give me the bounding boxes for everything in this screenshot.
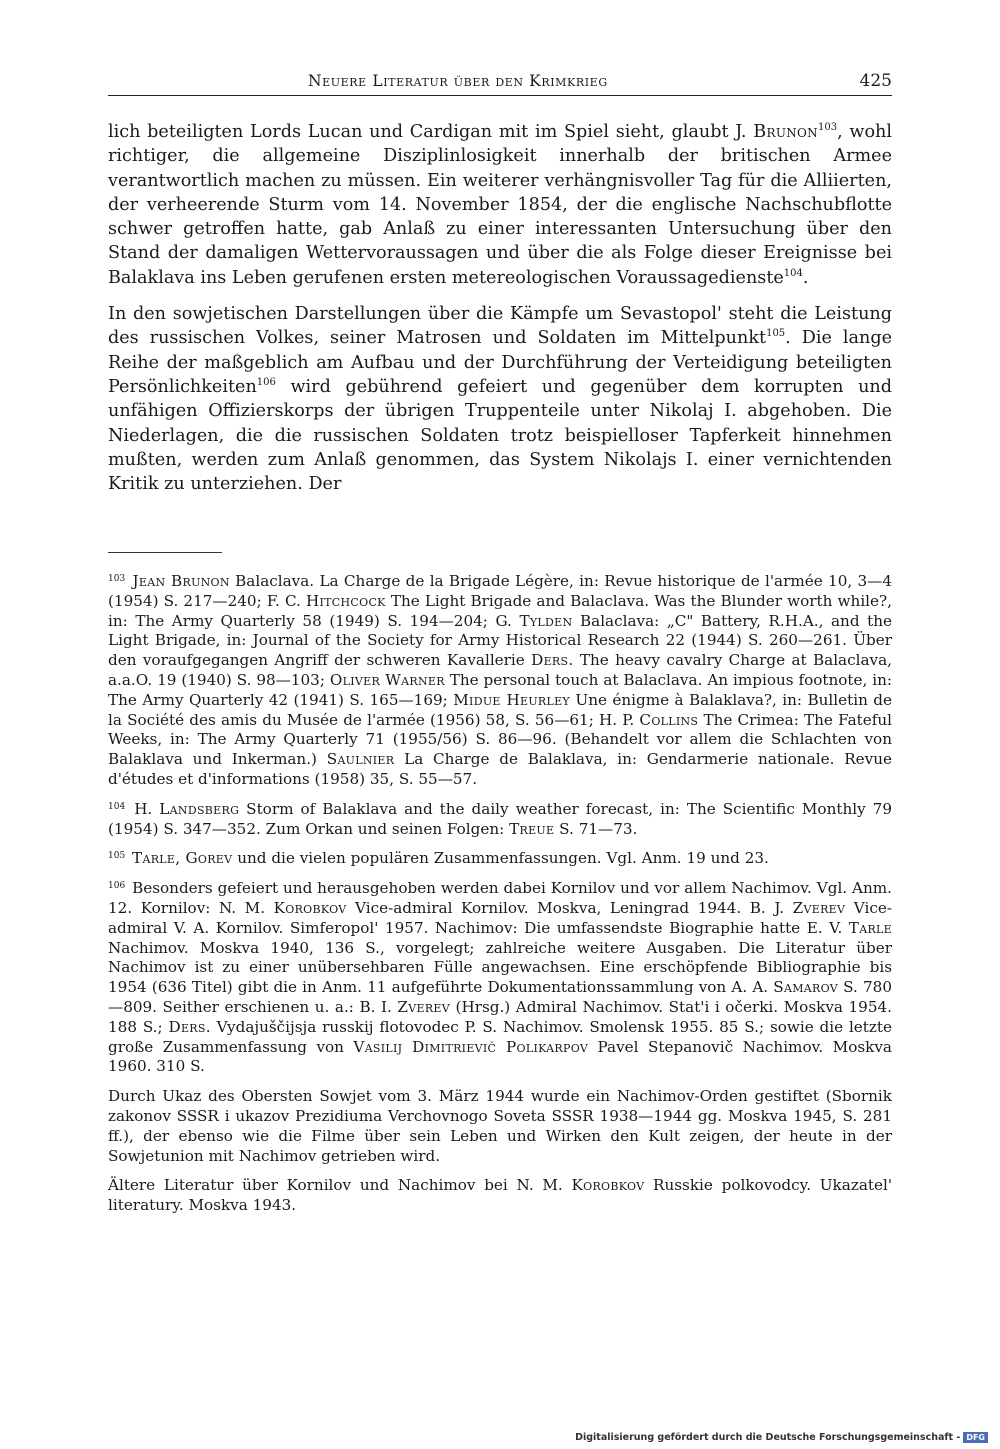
header-rule <box>108 95 892 96</box>
paragraph-1: lich beteiligten Lords Lucan und Cardigan mit im Spiel sieht, glaubt J. Brunon$^{103}$, wohl richtiger, die allgemeine Disziplinlosigkeit innerhalb der britischen Armee verantwortlich machen zu müssen. Ein weiterer verhängnisvoller Tag für die Alliierten, der verheerende Sturm vom 14. November 1854, der die englische Nachschubflotte schwer getroffen hatte, gab Anlaß zu einer interessanten Untersuchung über den Stand der damaligen Wettervoraussagen und über die als Folge dieser Ereignisse bei Balaklava ins Leben gerufenen ersten metereologischen Voraussagedienste$^{104}$. <box>108 122 893 288</box>
paragraph-2: In den sowjetischen Darstellungen über die Kämpfe um Sevastopol' steht die Leistung des russischen Volkes, seiner Matrosen und Soldaten im Mittelpunkt$^{105}$. Die lange Reihe der maßgeblich am Aufbau und der Durchführung der Verteidigung beteiligten Persönlichkeiten$^{106}$ wird gebührend gefeiert und gegenüber dem korrupten und unfähigen Offizierskorps der übrigen Truppenteile unter Nikolaj I. abgehoben. Die Niederlagen, die die russischen Soldaten trotz beispielloser Tapferkeit hinnehmen mußten, werden zum Anlaß genommen, das System Nikolajs I. einer vernichtenden Kritik zu unterziehen. Der <box>108 304 892 495</box>
page-header <box>108 70 892 98</box>
credit-text: Digitalisierung gefördert durch die Deutsche Forschungsgemeinschaft - <box>575 1432 961 1443</box>
footnote-103: $^{103}$ Jean Brunon Balaclava. La Charge de la Brigade Légère, in: Revue historique de l'armée 10, 3—4 (1954) S. 217—240; F. C. Hitchcock The Light Brigade and Balaclava. Was the Blunder worth while?, in: The Army Quarterly 58 (1949) S. 194—204; G. Tylden Balaclava: „C" Battery, R.H.A., and the Light Brigade, in: Journal of the Society for Army Historical Research 22 (1944) S. 260—261. Über den voraufgegangen Angriff der schweren Kavallerie Ders. The heavy cavalry Charge at Balaclava, a.a.O. 19 (1940) S. 98—103; Oliver Warner The personal touch at Balaclava. An impious footnote, in: The Army Quarterly 42 (1941) S. 165—169; Midue Heurley Une énigme à Balaklava?, in: Bulletin de la Société des amis du Musée de l'armée (1956) 58, S. 56—61; H. P. Collins The Crimea: The Fateful Weeks, in: The Army Quarterly 71 (1955/56) S. 86—96. (Behandelt vor allem die Schlachten von Balaklava und Inkerman.) Saulnier La Charge de Balaklava, in: Gendarmerie nationale. Revue d'études et d'informations (1958) 35, S. 55—57. <box>108 572 893 788</box>
footnote-ref: 103 <box>817 122 838 133</box>
author-name: Brunon <box>753 122 818 142</box>
running-title: Neuere Literatur über den Krimkrieg <box>308 72 608 90</box>
dfg-logo: DFG <box>963 1432 988 1443</box>
footnote-106: $^{106}$ Besonders gefeiert und herausgehoben werden dabei Kornilov und vor allem Nachimov. Vgl. Anm. 12. Kornilov: N. M. Korobkov Vice-admiral Kornilov. Moskva, Leningrad 1944. B. J. Zverev Vice-admiral V. A. Kornilov. Simferopol' 1957. Nachimov: Die umfassendste Biographie hatte E. V. Tarle Nachimov. Moskva 1940, 136 S., vorgelegt; zahlreiche weitere Ausgaben. Die Literatur über Nachimov ist zu einer unübersehbaren Fülle angewachsen. Eine erschöpfende Bibliographie bis 1954 (636 Titel) gibt die in Anm. 11 aufgeführte Dokumentationssammlung von A. A. Samarov S. 780—809. Seither erschienen u. a.: B. I. Zverev (Hrsg.) Admiral Nachimov. Stat'i i očerki. Moskva 1954. 188 S.; Ders. Vydajuščijsja russkij flotovodec P. S. Nachimov. Smolensk 1955. 85 S.; sowie die letzte große Zusammenfassung von Vasilij Dimitrievič Polikarpov Pavel Stepanovič Nachimov. Moskva 1960. 310 S. <box>108 879 892 1076</box>
footnote-105: $^{105}$ Tarle, Gorev und die vielen populären Zusammenfassungen. Vgl. Anm. 19 und 23. <box>108 849 769 868</box>
footnote-106-continuation-1: Durch Ukaz des Obersten Sowjet vom 3. März 1944 wurde ein Nachimov-Orden gestiftet (Sbornik zakonov SSSR i ukazov Prezidiuma Verchovnogo Soveta SSSR 1938—1944 gg. Moskva 1945, S. 281 ff.), der ebenso wie die Filme über sein Leben und Wirken den Kult zeigen, der heute in der Sowjetunion mit Nachimov getrieben wird. <box>108 1087 892 1165</box>
main-text <box>108 120 892 508</box>
digitization-credit <box>575 1432 988 1443</box>
footnote-104: $^{104}$ H. Landsberg Storm of Balaklava and the daily weather forecast, in: The Scientific Monthly 79 (1954) S. 347—352. Zum Orkan und seinen Folgen: Treue S. 71—73. <box>108 799 892 838</box>
page-number: 425 <box>859 71 892 91</box>
footnotes <box>108 572 892 1226</box>
footnote-separator <box>108 552 222 553</box>
footnote-106-continuation-2: Ältere Literatur über Kornilov und Nachimov bei N. M. Korobkov Russkie polkovodcy. Ukazatel' literatury. Moskva 1943. <box>108 1176 892 1215</box>
footnote-ref: 105 <box>766 328 786 340</box>
footnote-ref: 104 <box>783 267 803 279</box>
footnote-ref: 106 <box>256 376 276 388</box>
